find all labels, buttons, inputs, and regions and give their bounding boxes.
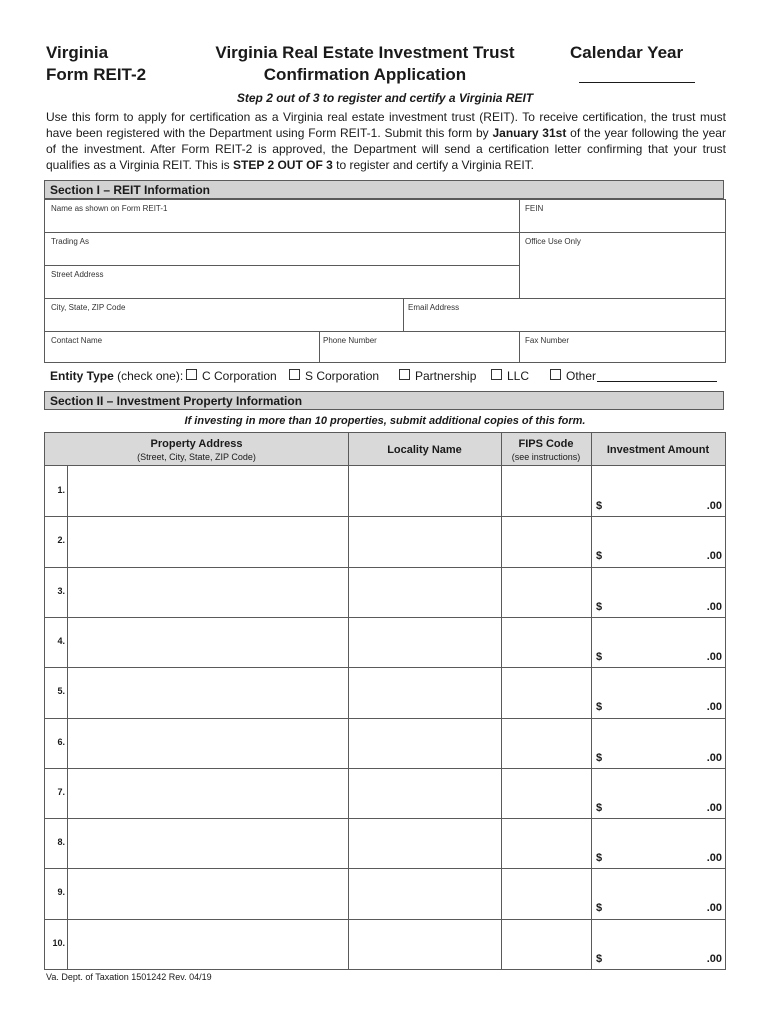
locality-name-cell[interactable] xyxy=(349,919,501,969)
dollar-sign: $ xyxy=(596,952,603,965)
cents-label: .00 xyxy=(706,500,722,512)
cents-label: .00 xyxy=(706,600,722,613)
name-field-label: Name as shown on Form REIT-1 xyxy=(51,204,168,213)
fips-code-subtitle: (see instructions) xyxy=(511,452,581,462)
table-row xyxy=(45,466,725,516)
cents-label: .00 xyxy=(706,751,722,764)
street-address-field[interactable] xyxy=(45,266,519,298)
c-corporation-checkbox[interactable] xyxy=(186,369,197,380)
fips-code-cell[interactable] xyxy=(502,919,591,969)
s-corporation-label: S Corporation xyxy=(305,369,380,383)
locality-name-cell[interactable] xyxy=(349,617,501,667)
phone-label: Phone Number xyxy=(323,336,377,345)
cents-label: .00 xyxy=(706,701,722,714)
intro-deadline: January 31st xyxy=(492,126,567,140)
phone-field[interactable] xyxy=(320,332,519,363)
dollar-sign: $ xyxy=(596,650,603,663)
table-row xyxy=(45,768,725,818)
cents-label: .00 xyxy=(706,902,722,915)
intro-text-2: of the year following the year of the investment. After Form REIT-2 is approved, the Department will send a certification letter confirming that your trust qualifies as a Virginia REIT. This is xyxy=(46,126,726,172)
calendar-year-label: Calendar Year xyxy=(570,43,684,62)
fips-code-cell[interactable] xyxy=(502,818,591,868)
email-field[interactable] xyxy=(404,299,725,331)
additional-copies-note: If investing in more than 10 properties, submit additional copies of this form. xyxy=(184,415,586,427)
property-address-header xyxy=(45,438,348,464)
property-table xyxy=(44,432,726,970)
entity-type-title: Entity Type xyxy=(50,369,114,383)
form-footer: Va. Dept. of Taxation 1501242 Rev. 04/19 xyxy=(46,972,212,982)
locality-name-header: Locality Name xyxy=(387,444,462,456)
form-identifier xyxy=(46,42,146,86)
fax-field[interactable] xyxy=(520,332,725,363)
s-corporation-checkbox[interactable] xyxy=(289,369,300,380)
property-address-subtitle: (Street, City, State, ZIP Code) xyxy=(137,452,256,462)
fax-label: Fax Number xyxy=(525,336,570,345)
other-checkbox[interactable] xyxy=(550,369,561,380)
cents-label: .00 xyxy=(706,801,722,814)
table-row xyxy=(45,919,725,969)
form-number: Form REIT-2 xyxy=(46,65,147,84)
table-row xyxy=(45,617,725,667)
property-address-cell[interactable] xyxy=(68,718,348,768)
entity-type-hint: (check one): xyxy=(117,369,184,383)
row-number: 4. xyxy=(57,635,65,646)
intro-step: STEP 2 OUT OF 3 xyxy=(232,158,333,172)
c-corporation-label: C Corporation xyxy=(202,369,277,383)
contact-name-label: Contact Name xyxy=(51,336,103,345)
dollar-sign: $ xyxy=(596,500,603,512)
table-row xyxy=(45,567,725,617)
fein-field-label: FEIN xyxy=(525,204,544,213)
form-title-line2: Confirmation Application xyxy=(263,65,467,84)
section-1-header: Section I – REIT Information xyxy=(44,180,724,199)
fips-code-header xyxy=(501,438,591,464)
fips-code-cell[interactable] xyxy=(502,567,591,617)
locality-name-cell[interactable] xyxy=(349,466,501,516)
investment-amount-header: Investment Amount xyxy=(606,444,710,456)
table-row xyxy=(45,667,725,717)
partnership-checkbox[interactable] xyxy=(399,369,410,380)
cents-label: .00 xyxy=(706,550,722,563)
row-number: 1. xyxy=(57,485,65,495)
calendar-year-field[interactable] xyxy=(579,82,695,83)
dollar-sign: $ xyxy=(596,701,603,714)
fips-code-cell[interactable] xyxy=(502,768,591,818)
locality-name-cell[interactable] xyxy=(349,718,501,768)
property-address-cell[interactable] xyxy=(68,919,348,969)
intro-text-1: Use this form to apply for certification as a Virginia real estate investment trust (REIT). To receive certification, the trust must have been registered with the Department using Form REIT-1. Submit this form by xyxy=(46,110,726,140)
form-title xyxy=(180,42,550,86)
locality-name-cell[interactable] xyxy=(349,516,501,566)
locality-name-cell[interactable] xyxy=(349,868,501,918)
property-address-cell[interactable] xyxy=(68,868,348,918)
form-title-line1: Virginia Real Estate Investment Trust xyxy=(215,43,515,62)
llc-checkbox[interactable] xyxy=(491,369,502,380)
row-number: 3. xyxy=(57,585,65,596)
state-name: Virginia xyxy=(46,43,109,62)
intro-text-3: to register and certify a Virginia REIT. xyxy=(332,158,534,172)
property-address-title: Property Address xyxy=(150,438,243,450)
property-address-cell[interactable] xyxy=(68,818,348,868)
fips-code-cell[interactable] xyxy=(502,868,591,918)
partnership-label: Partnership xyxy=(415,369,477,383)
fips-code-cell[interactable] xyxy=(502,718,591,768)
locality-name-cell[interactable] xyxy=(349,768,501,818)
other-label: Other xyxy=(566,369,597,383)
reit-info-grid xyxy=(44,199,726,363)
table-row xyxy=(45,818,725,868)
entity-type-label xyxy=(50,368,183,384)
dollar-sign: $ xyxy=(596,600,603,613)
street-address-label: Street Address xyxy=(51,270,104,279)
row-number: 6. xyxy=(57,736,65,747)
dollar-sign: $ xyxy=(596,852,603,865)
other-entity-field[interactable] xyxy=(597,381,717,382)
property-address-cell[interactable] xyxy=(68,768,348,818)
fips-code-title: FIPS Code xyxy=(518,438,574,450)
trading-as-field[interactable] xyxy=(45,233,519,265)
dollar-sign: $ xyxy=(596,801,603,814)
section-2-header: Section II – Investment Property Information xyxy=(44,391,724,410)
dollar-sign: $ xyxy=(596,902,603,915)
fein-field[interactable] xyxy=(520,200,725,232)
table-row xyxy=(45,718,725,768)
cents-label: .00 xyxy=(706,650,722,663)
fips-code-cell[interactable] xyxy=(502,516,591,566)
fips-code-cell[interactable] xyxy=(502,667,591,717)
locality-name-cell[interactable] xyxy=(349,567,501,617)
row-number: 2. xyxy=(57,535,65,546)
step-subtitle: Step 2 out of 3 to register and certify a Virginia REIT xyxy=(236,91,534,105)
dollar-sign: $ xyxy=(596,751,603,764)
trading-as-label: Trading As xyxy=(51,237,89,246)
row-number: 5. xyxy=(57,686,65,697)
cents-label: .00 xyxy=(706,952,722,965)
row-number: 8. xyxy=(57,837,65,848)
email-label: Email Address xyxy=(408,303,460,312)
fips-code-cell[interactable] xyxy=(502,466,591,516)
row-number: 7. xyxy=(57,786,65,797)
contact-name-field[interactable] xyxy=(45,332,319,363)
locality-name-cell[interactable] xyxy=(349,667,501,717)
intro-paragraph xyxy=(46,109,726,173)
table-row xyxy=(45,516,725,566)
row-number: 9. xyxy=(57,887,65,898)
office-use-label: Office Use Only xyxy=(525,237,581,246)
table-row xyxy=(45,868,725,918)
cents-label: .00 xyxy=(706,852,722,865)
llc-label: LLC xyxy=(507,369,530,383)
name-field[interactable] xyxy=(45,200,519,232)
property-address-cell[interactable] xyxy=(68,567,348,617)
property-address-cell[interactable] xyxy=(68,466,348,516)
property-address-cell[interactable] xyxy=(68,617,348,667)
city-state-zip-field[interactable] xyxy=(45,299,403,331)
property-address-cell[interactable] xyxy=(68,516,348,566)
property-address-cell[interactable] xyxy=(68,667,348,717)
city-state-zip-label: City, State, ZIP Code xyxy=(51,303,126,312)
fips-code-cell[interactable] xyxy=(502,617,591,667)
locality-name-cell[interactable] xyxy=(349,818,501,868)
row-number: 10. xyxy=(52,937,65,948)
dollar-sign: $ xyxy=(596,550,603,563)
